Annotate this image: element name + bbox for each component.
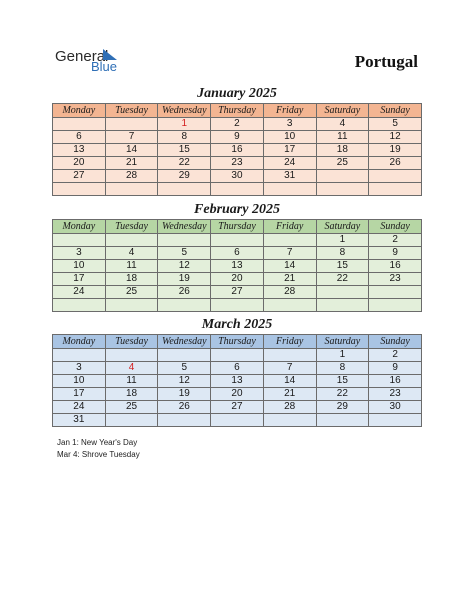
month-title: March 2025 (201, 317, 273, 332)
day-cell: 13 (53, 144, 106, 157)
day-cell: 12 (369, 131, 422, 144)
day-cell: 5 (369, 118, 422, 131)
day-cell: 27 (211, 401, 264, 414)
weekday-header: Wednesday (158, 104, 211, 118)
day-cell: 23 (369, 388, 422, 401)
month-march (52, 316, 422, 427)
day-cell: 21 (105, 157, 158, 170)
day-cell: 14 (105, 144, 158, 157)
empty-day-cell (263, 414, 316, 427)
day-cell: 22 (316, 388, 369, 401)
day-cell: 17 (53, 388, 106, 401)
day-cell: 27 (211, 286, 264, 299)
day-cell: 1 (316, 349, 369, 362)
weekday-header: Wednesday (158, 220, 211, 234)
day-cell: 19 (158, 273, 211, 286)
weekday-header: Sunday (369, 335, 422, 349)
day-cell: 17 (263, 144, 316, 157)
day-cell: 3 (53, 247, 106, 260)
day-cell: 9 (211, 131, 264, 144)
empty-day-cell (105, 299, 158, 312)
day-cell: 18 (105, 273, 158, 286)
day-cell: 10 (53, 260, 106, 273)
empty-day-cell (105, 234, 158, 247)
weekday-header: Friday (263, 335, 316, 349)
day-cell: 8 (158, 131, 211, 144)
weekday-header: Tuesday (105, 104, 158, 118)
week-row (53, 349, 422, 362)
day-cell: 25 (105, 286, 158, 299)
day-cell: 23 (369, 273, 422, 286)
day-cell: 14 (263, 375, 316, 388)
holiday-day-cell: 1 (158, 118, 211, 131)
week-row (53, 362, 422, 375)
weekday-header: Wednesday (158, 335, 211, 349)
weekday-header: Thursday (211, 220, 264, 234)
calendar-table (52, 219, 422, 312)
day-cell: 15 (316, 375, 369, 388)
weekday-header: Monday (53, 220, 106, 234)
holiday-note: Jan 1: New Year's Day (57, 438, 138, 447)
day-cell: 2 (211, 118, 264, 131)
week-row (53, 388, 422, 401)
day-cell: 15 (316, 260, 369, 273)
weekday-header: Tuesday (105, 335, 158, 349)
week-row (53, 414, 422, 427)
day-cell: 5 (158, 247, 211, 260)
day-cell: 6 (211, 362, 264, 375)
weekday-header: Sunday (369, 220, 422, 234)
day-cell: 30 (369, 401, 422, 414)
day-cell: 12 (158, 260, 211, 273)
day-cell: 7 (105, 131, 158, 144)
day-cell: 22 (316, 273, 369, 286)
empty-day-cell (211, 299, 264, 312)
day-cell: 25 (105, 401, 158, 414)
day-cell: 7 (263, 247, 316, 260)
empty-day-cell (105, 349, 158, 362)
day-cell: 16 (369, 375, 422, 388)
day-cell: 3 (263, 118, 316, 131)
month-january (52, 85, 422, 196)
empty-day-cell (211, 414, 264, 427)
weekday-header: Saturday (316, 104, 369, 118)
day-cell: 5 (158, 362, 211, 375)
day-cell: 19 (158, 388, 211, 401)
weekday-header: Tuesday (105, 220, 158, 234)
day-cell: 29 (316, 401, 369, 414)
day-cell: 19 (369, 144, 422, 157)
day-cell: 11 (105, 375, 158, 388)
empty-day-cell (53, 299, 106, 312)
empty-day-cell (158, 414, 211, 427)
day-cell: 17 (53, 273, 106, 286)
day-cell: 10 (263, 131, 316, 144)
day-cell: 4 (105, 247, 158, 260)
day-cell: 13 (211, 375, 264, 388)
day-cell: 8 (316, 362, 369, 375)
day-cell: 24 (263, 157, 316, 170)
weekday-header: Saturday (316, 335, 369, 349)
logo-general-text: General (55, 48, 109, 65)
weekday-header-row (53, 335, 422, 349)
day-cell: 13 (211, 260, 264, 273)
day-cell: 2 (369, 349, 422, 362)
day-cell: 11 (105, 260, 158, 273)
day-cell: 16 (211, 144, 264, 157)
day-cell: 20 (211, 273, 264, 286)
day-cell: 24 (53, 401, 106, 414)
empty-day-cell (105, 414, 158, 427)
week-row (53, 299, 422, 312)
day-cell: 20 (53, 157, 106, 170)
weekday-header: Friday (263, 220, 316, 234)
weekday-header: Thursday (211, 335, 264, 349)
empty-day-cell (158, 234, 211, 247)
day-cell: 20 (211, 388, 264, 401)
empty-day-cell (53, 234, 106, 247)
empty-day-cell (105, 118, 158, 131)
day-cell: 9 (369, 247, 422, 260)
day-cell: 4 (316, 118, 369, 131)
day-cell: 26 (158, 286, 211, 299)
empty-day-cell (316, 286, 369, 299)
day-cell: 2 (369, 234, 422, 247)
day-cell: 31 (53, 414, 106, 427)
logo-blue-text: Blue (91, 59, 118, 74)
weekday-header: Monday (53, 104, 106, 118)
day-cell: 1 (316, 234, 369, 247)
empty-day-cell (263, 234, 316, 247)
empty-day-cell (211, 183, 264, 196)
week-row (53, 375, 422, 388)
week-row (53, 286, 422, 299)
empty-day-cell (158, 183, 211, 196)
day-cell: 24 (53, 286, 106, 299)
empty-day-cell (263, 299, 316, 312)
empty-day-cell (158, 349, 211, 362)
empty-day-cell (316, 299, 369, 312)
empty-day-cell (316, 414, 369, 427)
day-cell: 12 (158, 375, 211, 388)
empty-day-cell (53, 349, 106, 362)
week-row (53, 247, 422, 260)
empty-day-cell (369, 170, 422, 183)
calendar-table (52, 334, 422, 427)
day-cell: 30 (211, 170, 264, 183)
holiday-day-cell: 4 (105, 362, 158, 375)
weekday-header-row (53, 104, 422, 118)
empty-day-cell (369, 299, 422, 312)
week-row (53, 183, 422, 196)
empty-day-cell (158, 299, 211, 312)
logo (55, 48, 135, 74)
day-cell: 27 (53, 170, 106, 183)
day-cell: 28 (263, 286, 316, 299)
empty-day-cell (369, 286, 422, 299)
day-cell: 6 (211, 247, 264, 260)
day-cell: 3 (53, 362, 106, 375)
day-cell: 8 (316, 247, 369, 260)
week-row (53, 144, 422, 157)
week-row (53, 157, 422, 170)
empty-day-cell (369, 183, 422, 196)
day-cell: 7 (263, 362, 316, 375)
month-title: February 2025 (194, 202, 280, 217)
day-cell: 31 (263, 170, 316, 183)
month-february (52, 201, 422, 312)
empty-day-cell (53, 118, 106, 131)
day-cell: 16 (369, 260, 422, 273)
day-cell: 26 (158, 401, 211, 414)
holiday-note: Mar 4: Shrove Tuesday (57, 450, 140, 459)
empty-day-cell (369, 414, 422, 427)
day-cell: 15 (158, 144, 211, 157)
day-cell: 6 (53, 131, 106, 144)
week-row (53, 273, 422, 286)
weekday-header-row (53, 220, 422, 234)
empty-day-cell (105, 183, 158, 196)
calendar-table (52, 103, 422, 196)
day-cell: 29 (158, 170, 211, 183)
empty-day-cell (53, 183, 106, 196)
day-cell: 28 (105, 170, 158, 183)
day-cell: 18 (316, 144, 369, 157)
empty-day-cell (211, 234, 264, 247)
country-title: Portugal (354, 52, 418, 71)
day-cell: 18 (105, 388, 158, 401)
week-row (53, 170, 422, 183)
day-cell: 22 (158, 157, 211, 170)
empty-day-cell (211, 349, 264, 362)
day-cell: 14 (263, 260, 316, 273)
empty-day-cell (263, 183, 316, 196)
holiday-notes (57, 437, 140, 461)
week-row (53, 118, 422, 131)
weekday-header: Friday (263, 104, 316, 118)
empty-day-cell (316, 183, 369, 196)
week-row (53, 131, 422, 144)
day-cell: 28 (263, 401, 316, 414)
empty-day-cell (316, 170, 369, 183)
day-cell: 9 (369, 362, 422, 375)
week-row (53, 260, 422, 273)
day-cell: 21 (263, 273, 316, 286)
weekday-header: Thursday (211, 104, 264, 118)
day-cell: 10 (53, 375, 106, 388)
day-cell: 23 (211, 157, 264, 170)
weekday-header: Sunday (369, 104, 422, 118)
empty-day-cell (263, 349, 316, 362)
day-cell: 26 (369, 157, 422, 170)
month-title: January 2025 (197, 86, 277, 101)
day-cell: 11 (316, 131, 369, 144)
week-row (53, 401, 422, 414)
week-row (53, 234, 422, 247)
day-cell: 21 (263, 388, 316, 401)
weekday-header: Monday (53, 335, 106, 349)
day-cell: 25 (316, 157, 369, 170)
weekday-header: Saturday (316, 220, 369, 234)
